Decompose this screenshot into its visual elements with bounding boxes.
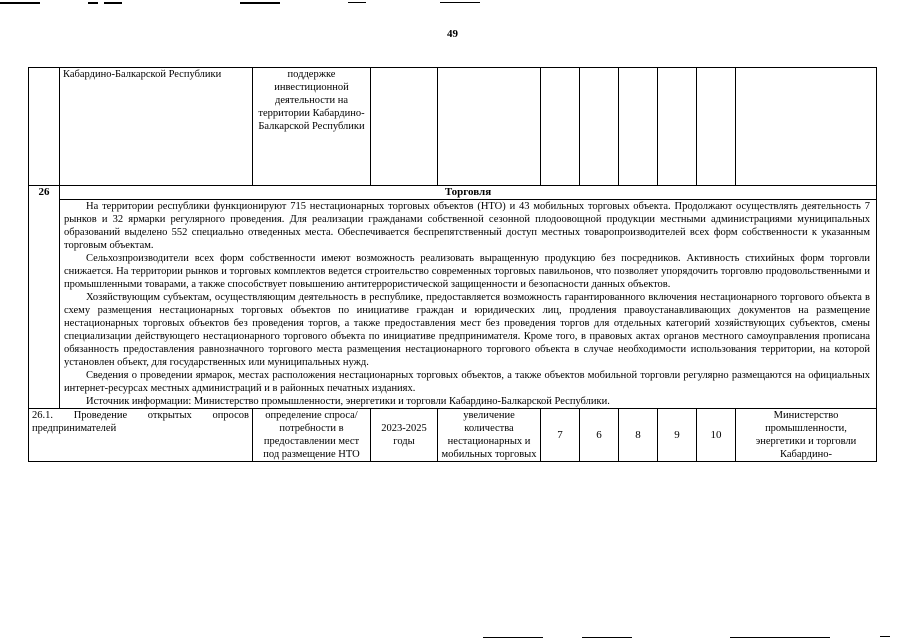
section-text-row [29,200,877,409]
table-row-26-1 [29,409,877,462]
paragraph: На территории республики функционируют 715 нестационарных торговых объектов (НТО) и 43 мобильных торговых объекта. Продолжают осуществлять деятельность 7 рынков и 32 ярмарки регулярного проведения. Для реализации гражданами собственной сезонной плодоовощной продукции местными администрациями муниципальных образований выделено 552 специально отведенных места. Обеспечивается беспрепятственный доступ местных товаропроизводителей всех форм собственности к указанным торговым объектам. [64,201,870,251]
cell-indicator [438,68,541,186]
scan-mark-4 [240,2,280,4]
scan-mark-2 [88,2,98,4]
cell-program: Кабардино-Балкарской Республики [60,68,253,186]
cell-activity: определение спроса/потребности в предоставлении мест под размещение НТО [253,409,371,462]
cell-value [619,68,658,186]
cell-period [371,68,438,186]
cell-item: 26.1. Проведение открытых опросов предпринимателей [29,409,253,462]
cell-indicator: увеличение количества нестационарных и мобильных торговых [438,409,541,462]
cell-value-2022: 6 [580,409,619,462]
section-header-row [29,186,877,200]
scan-mark-1 [0,2,40,4]
cell-value-2021: 7 [541,409,580,462]
cell-activity: поддержке инвестиционной деятельности на территории Кабардино-Балкарской Республики [253,68,371,186]
page-number: 49 [447,28,458,40]
document-table [28,67,876,462]
paragraph: Сведения о проведении ярмарок, местах расположения нестационарных торговых объектов, а также объектов мобильной торговли регулярно размещаются на официальных интернет-ресурсах местных администраций и в районных печатных изданиях. [64,370,870,394]
table-row-continuation [29,68,877,186]
scan-mark-5 [348,2,366,3]
cell-value-2023: 8 [619,409,658,462]
scan-mark-3 [104,2,122,4]
section-title: Торговля [60,186,877,200]
section-number: 26 [29,186,60,409]
paragraph: Сельхозпроизводители всех форм собственности имеют возможность реализовать выращенную продукцию без посредников. Активность стихийных форм торговли снижается. На территории рынков и торговых комплектов ведется строительство современных торговых павильонов, что позволяет упорядочить торговлю продовольственными и промышленными товарами, а также способствует повышению антитеррористической защищенности и безопасности данных объектов. [64,253,870,290]
cell-value-2025: 10 [697,409,736,462]
cell-value-2024: 9 [658,409,697,462]
scan-mark-6 [440,2,480,3]
paragraph: Хозяйствующим субъектам, осуществляющим деятельность в республике, предоставляется возможность гарантированного включения нестационарного торгового объекта в схему размещения нестационарных торговых объектов по инициативе граждан и юридических лиц, продления правоустанавливающих документов на размещение нестационарных торговых объектов без проведения торгов, а также предоставления мест без проведения торгов для отдельных категорий хозяйствующих субъектов, смены специализации действующего нестационарного торгового объекта по инициативе предпринимателя. Кроме того, в правовых актах органов местного самоуправления прописана обязанность предоставления равнозначного торгового места размещения нестационарного торгового объекта в случае необходимости использования территории, на которой установлен объект, для государственных или муниципальных нужд. [64,292,870,368]
scan-mark-bottom-1 [483,637,543,638]
cell-value [541,68,580,186]
section-text [60,200,877,409]
scan-mark-bottom-2 [582,637,632,638]
cell-responsible: Министерство промышленности, энергетики и торговли Кабардино- [736,409,877,462]
cell-value [697,68,736,186]
scan-mark-bottom-4 [880,636,890,637]
cell-num [29,68,60,186]
paragraph: Источник информации: Министерство промышленности, энергетики и торговли Кабардино-Балкарской Республики. [86,396,610,407]
cell-value [658,68,697,186]
cell-period: 2023-2025 годы [371,409,438,462]
cell-responsible [736,68,877,186]
cell-value [580,68,619,186]
scan-mark-bottom-3 [730,637,830,638]
